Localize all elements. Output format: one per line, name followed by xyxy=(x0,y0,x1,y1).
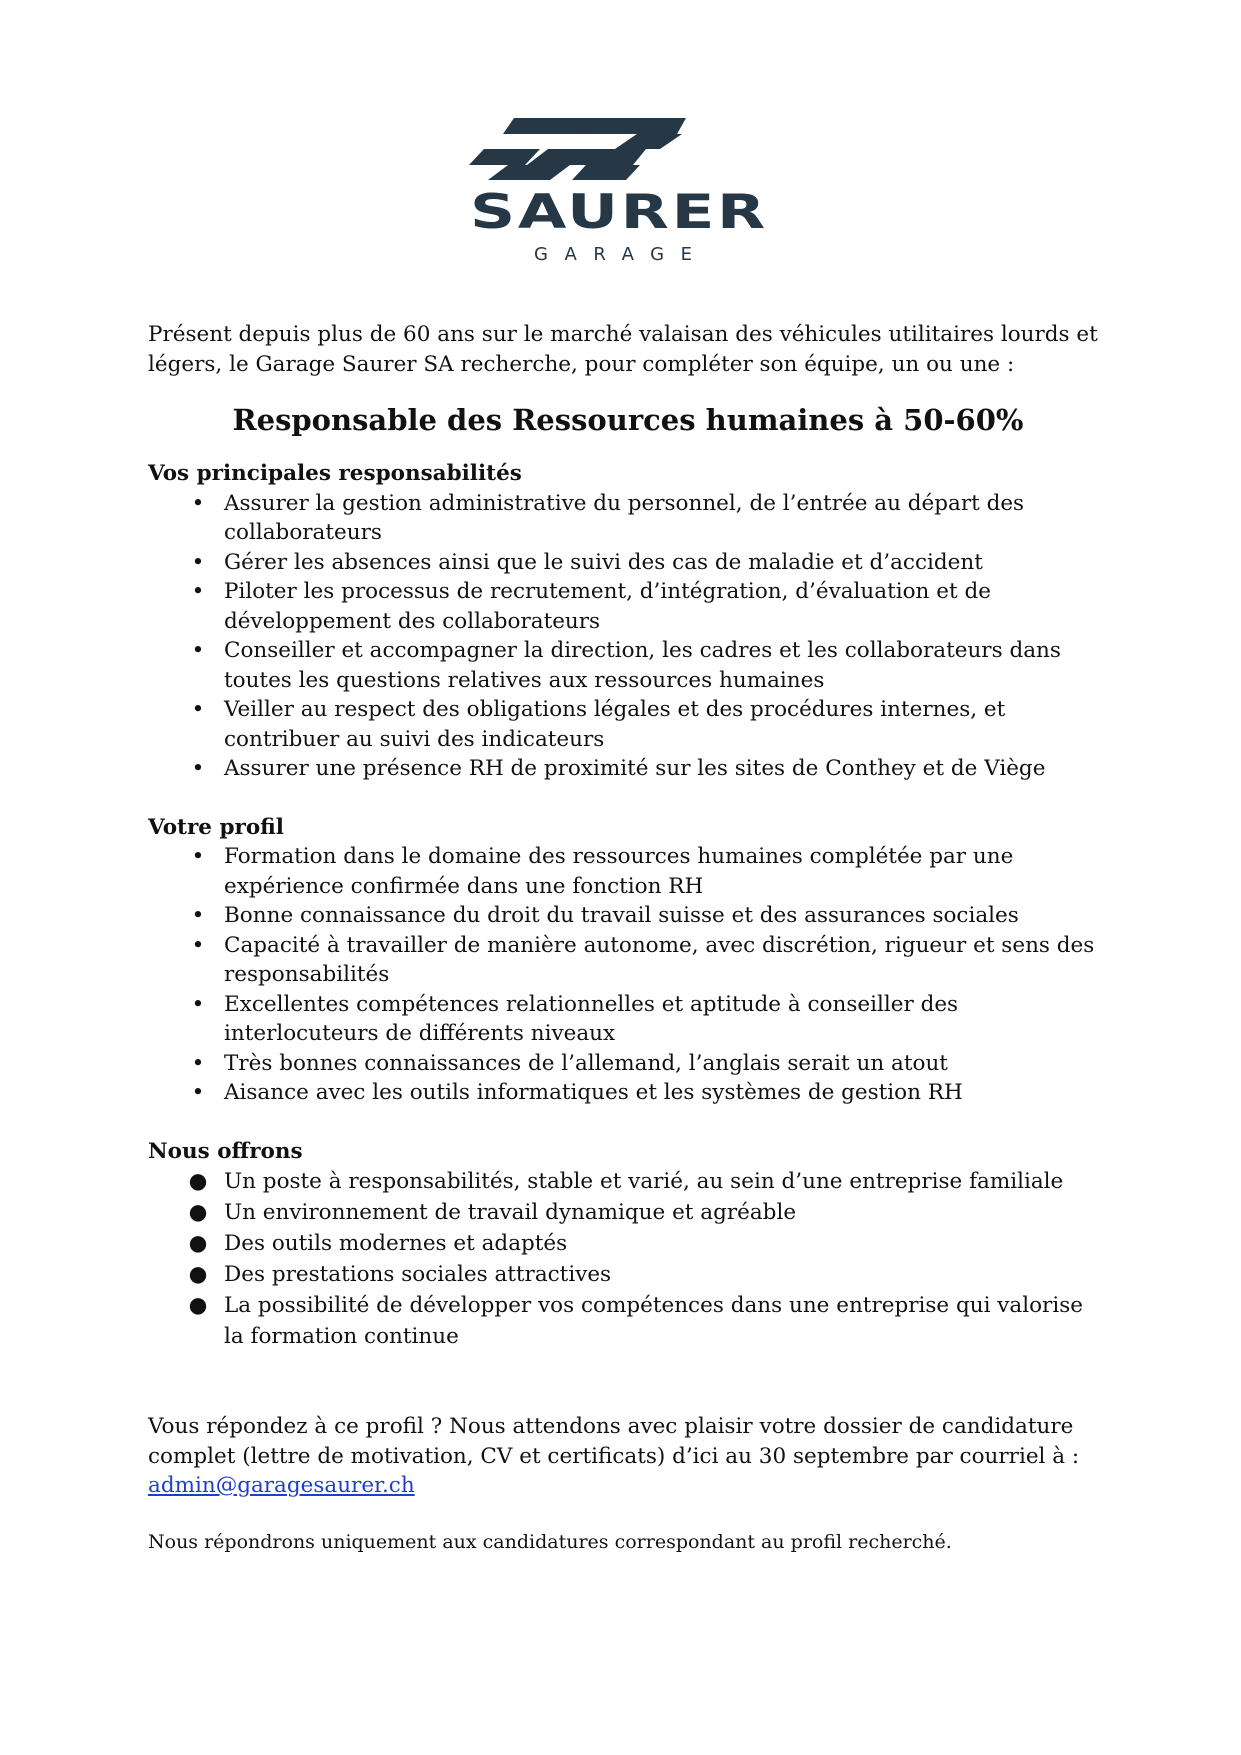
list-item: • Très bonnes connaissances de l’allemand, l’anglais serait un atout xyxy=(148,1049,1108,1079)
offer-list xyxy=(148,1166,1108,1352)
bullet-icon: ● xyxy=(188,1231,208,1256)
list-item: ● Des prestations sociales attractives xyxy=(148,1259,1108,1290)
bullet-icon: • xyxy=(191,549,205,575)
application-paragraph xyxy=(148,1412,1108,1501)
bullet-icon: • xyxy=(191,932,205,958)
list-item: ● La possibilité de développer vos compétences dans une entreprise qui valorise la formation continue xyxy=(148,1290,1108,1352)
responsibilities-list xyxy=(148,489,1108,784)
section-heading-responsibilities: Vos principales responsabilités xyxy=(148,461,522,486)
list-item: • Capacité à travailler de manière autonome, avec discrétion, rigueur et sens des responsabilités xyxy=(148,931,1108,990)
list-item: • Conseiller et accompagner la direction, les cadres et les collaborateurs dans toutes les questions relatives aux ressources humaines xyxy=(148,636,1108,695)
email-link[interactable]: admin@garagesaurer.ch xyxy=(148,1473,415,1498)
closing-note: Nous répondrons uniquement aux candidatures correspondant au profil recherché. xyxy=(148,1530,952,1553)
bullet-icon: • xyxy=(191,697,205,722)
list-item: ● Un poste à responsabilités, stable et varié, au sein d’une entreprise familiale xyxy=(148,1166,1108,1197)
bullet-icon: • xyxy=(191,490,205,516)
brand-subtitle: GARAGE xyxy=(534,244,704,263)
bullet-icon: • xyxy=(191,638,205,663)
brand-name: SAURER xyxy=(470,185,768,240)
saurer-garage-logo xyxy=(466,118,772,263)
list-item: • Aisance avec les outils informatiques et les systèmes de gestion RH xyxy=(148,1078,1108,1108)
bullet-icon: • xyxy=(191,579,205,604)
bullet-icon: • xyxy=(191,1050,205,1076)
saurer-s-emblem-icon xyxy=(466,118,772,263)
profile-list xyxy=(148,842,1108,1108)
section-heading-profile: Votre profil xyxy=(148,814,284,840)
list-item: • Bonne connaissance du droit du travail suisse et des assurances sociales xyxy=(148,901,1108,931)
list-item: ● Des outils modernes et adaptés xyxy=(148,1228,1108,1259)
job-title: Responsable des Ressources humaines à 50-60% xyxy=(232,403,1024,437)
bullet-icon: • xyxy=(191,991,205,1017)
bullet-icon: • xyxy=(191,903,205,928)
job-posting xyxy=(148,320,1108,1555)
bullet-icon: ● xyxy=(188,1293,208,1318)
application-text: Vous répondez à ce profil ? Nous attendons avec plaisir votre dossier de candidature complet (lettre de motivation, CV et certificats) d’ici au 30 septembre par courriel à : xyxy=(148,1414,1080,1469)
bullet-icon: • xyxy=(191,1080,205,1105)
list-item: • Veiller au respect des obligations légales et des procédures internes, et contribuer au suivi des indicateurs xyxy=(148,695,1108,754)
list-item: • Assurer une présence RH de proximité sur les sites de Conthey et de Viège xyxy=(148,754,1108,784)
bullet-icon: ● xyxy=(188,1200,208,1225)
list-item: • Formation dans le domaine des ressources humaines complétée par une expérience confirmée dans une fonction RH xyxy=(148,842,1108,901)
list-item: • Piloter les processus de recrutement, d’intégration, d’évaluation et de développement des collaborateurs xyxy=(148,577,1108,636)
intro-paragraph: Présent depuis plus de 60 ans sur le marché valaisan des véhicules utilitaires lourds et légers, le Garage Saurer SA recherche, pour compléter son équipe, un ou une : xyxy=(148,322,1098,377)
list-item: • Assurer la gestion administrative du personnel, de l’entrée au départ des collaborateurs xyxy=(148,489,1108,548)
bullet-icon: ● xyxy=(188,1262,208,1287)
section-heading-offer: Nous offrons xyxy=(148,1138,303,1164)
bullet-icon: • xyxy=(191,844,205,869)
bullet-icon: ● xyxy=(188,1169,208,1194)
bullet-icon: • xyxy=(191,756,205,781)
list-item: • Gérer les absences ainsi que le suivi des cas de maladie et d’accident xyxy=(148,548,1108,578)
list-item: ● Un environnement de travail dynamique et agréable xyxy=(148,1197,1108,1228)
list-item: • Excellentes compétences relationnelles et aptitude à conseiller des interlocuteurs de différents niveaux xyxy=(148,990,1108,1049)
